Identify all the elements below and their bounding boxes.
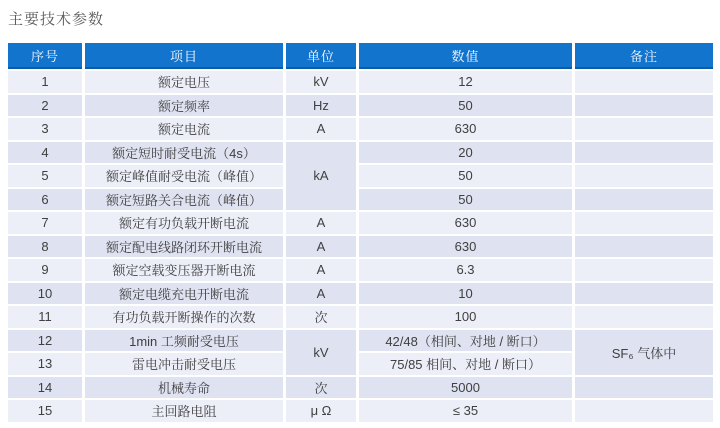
cell-remark [575, 118, 713, 140]
cell-unit: A [286, 212, 356, 234]
cell-item: 额定电压 [85, 71, 283, 93]
table-row [8, 283, 713, 305]
table-row [8, 236, 713, 258]
table-row [8, 259, 713, 281]
col-header-value: 数值 [359, 43, 572, 69]
cell-no: 6 [8, 189, 82, 211]
cell-value: 10 [359, 283, 572, 305]
cell-remark [575, 400, 713, 422]
table-row [8, 377, 713, 399]
cell-item: 1min 工频耐受电压 [85, 330, 283, 352]
cell-no: 8 [8, 236, 82, 258]
table-row [8, 71, 713, 93]
cell-remark [575, 236, 713, 258]
table-row [8, 95, 713, 117]
cell-value: 100 [359, 306, 572, 328]
cell-value: 630 [359, 212, 572, 234]
cell-value: 50 [359, 189, 572, 211]
cell-remark [575, 283, 713, 305]
cell-no: 7 [8, 212, 82, 234]
cell-no: 15 [8, 400, 82, 422]
cell-unit: 次 [286, 377, 356, 399]
table-row [8, 165, 713, 187]
cell-no: 12 [8, 330, 82, 352]
cell-item: 额定频率 [85, 95, 283, 117]
cell-item: 额定电流 [85, 118, 283, 140]
cell-item: 雷电冲击耐受电压 [85, 353, 283, 375]
cell-value: 5000 [359, 377, 572, 399]
cell-item: 额定配电线路闭环开断电流 [85, 236, 283, 258]
table-row [8, 118, 713, 140]
cell-remark [575, 95, 713, 117]
cell-value: 42/48（相间、对地 / 断口） [359, 330, 572, 352]
col-header-no: 序号 [8, 43, 82, 69]
cell-item: 有功负载开断操作的次数 [85, 306, 283, 328]
cell-unit: A [286, 236, 356, 258]
header-row [8, 43, 713, 69]
cell-no: 4 [8, 142, 82, 164]
cell-unit: kV [286, 71, 356, 93]
cell-unit: Hz [286, 95, 356, 117]
col-header-unit: 单位 [286, 43, 356, 69]
col-header-item: 项目 [85, 43, 283, 69]
cell-remark [575, 377, 713, 399]
cell-remark [575, 306, 713, 328]
cell-item: 额定空载变压器开断电流 [85, 259, 283, 281]
cell-item: 额定有功负载开断电流 [85, 212, 283, 234]
cell-item: 机械寿命 [85, 377, 283, 399]
cell-value: 630 [359, 118, 572, 140]
table-row [8, 306, 713, 328]
table-row [8, 189, 713, 211]
cell-item: 主回路电阻 [85, 400, 283, 422]
cell-value: 50 [359, 165, 572, 187]
table-row [8, 400, 713, 422]
cell-no: 1 [8, 71, 82, 93]
cell-value: 50 [359, 95, 572, 117]
cell-value: 12 [359, 71, 572, 93]
table-row [8, 142, 713, 164]
cell-item: 额定电缆充电开断电流 [85, 283, 283, 305]
cell-value: ≤ 35 [359, 400, 572, 422]
cell-item: 额定短路关合电流（峰值） [85, 189, 283, 211]
cell-unit: A [286, 283, 356, 305]
cell-no: 9 [8, 259, 82, 281]
cell-no: 13 [8, 353, 82, 375]
cell-no: 14 [8, 377, 82, 399]
cell-value: 6.3 [359, 259, 572, 281]
cell-no: 3 [8, 118, 82, 140]
cell-no: 11 [8, 306, 82, 328]
cell-remark [575, 212, 713, 234]
cell-remark [575, 71, 713, 93]
page-title: 主要技术参数 [8, 11, 105, 28]
technical-parameters-table [5, 41, 716, 424]
cell-unit: 次 [286, 306, 356, 328]
cell-no: 10 [8, 283, 82, 305]
cell-no: 2 [8, 95, 82, 117]
cell-value: 20 [359, 142, 572, 164]
cell-unit: μ Ω [286, 400, 356, 422]
cell-remark [575, 189, 713, 211]
cell-remark-merged-sf6: SF₆ 气体中 [575, 330, 713, 375]
cell-remark [575, 259, 713, 281]
table-row [8, 330, 713, 352]
col-header-remark: 备注 [575, 43, 713, 69]
cell-unit: A [286, 259, 356, 281]
cell-remark [575, 142, 713, 164]
cell-item: 额定峰值耐受电流（峰值） [85, 165, 283, 187]
cell-value: 75/85 相间、对地 / 断口） [359, 353, 572, 375]
table-row [8, 212, 713, 234]
cell-unit-merged-kv: kV [286, 330, 356, 375]
cell-value: 630 [359, 236, 572, 258]
cell-unit-merged-ka: kA [286, 142, 356, 211]
cell-item: 额定短时耐受电流（4s） [85, 142, 283, 164]
cell-remark [575, 165, 713, 187]
cell-unit: A [286, 118, 356, 140]
cell-no: 5 [8, 165, 82, 187]
